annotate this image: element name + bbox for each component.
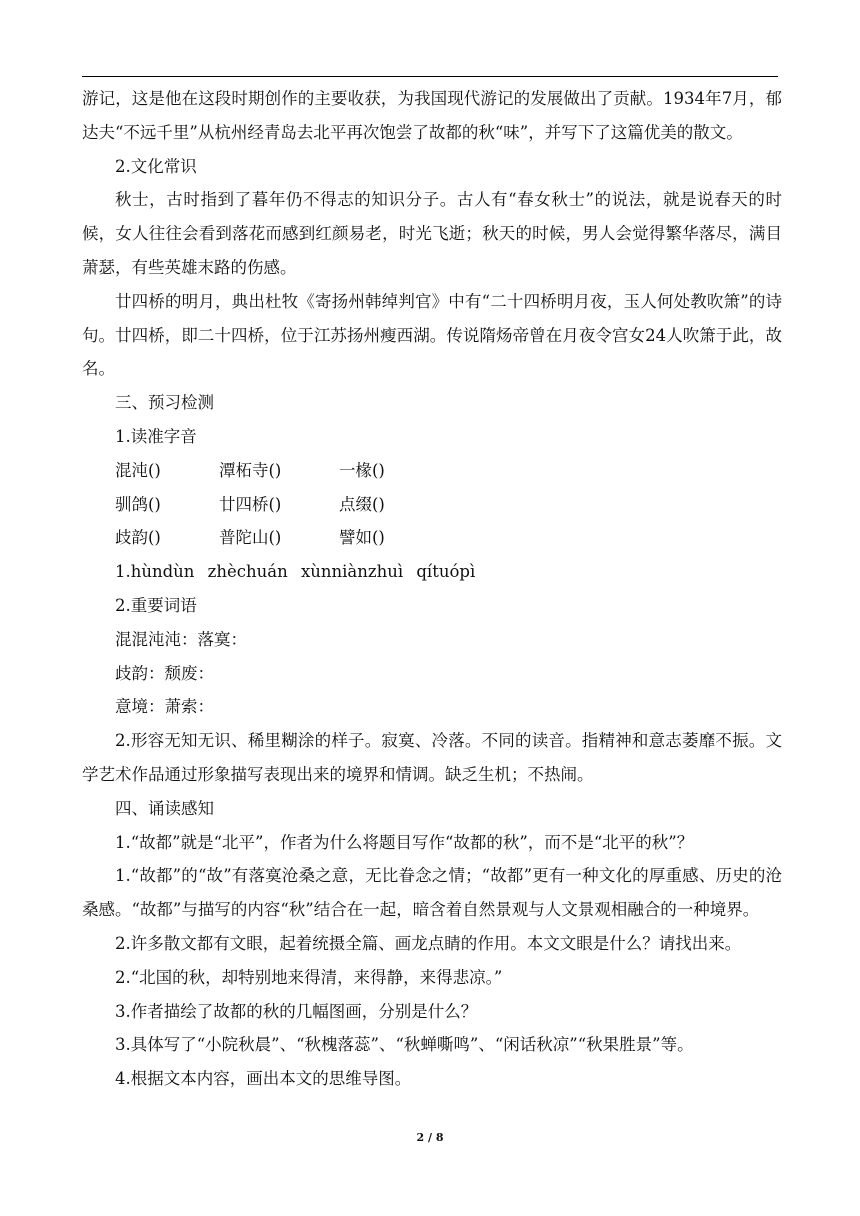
vocab-line: 意境：萧索： — [115, 697, 214, 717]
pronunciation-item: 歧韵() — [115, 528, 161, 548]
pronunciation-row — [82, 488, 782, 522]
answer-2: 2.“北国的秋，却特别地来得清，来得静，来得悲凉。” — [115, 967, 503, 987]
vocab-answer: 2.形容无知无识、稀里糊涂的样子。寂寞、冷落。不同的读音。指精神和意志萎靡不振。文学艺术作品通过形象描写表现出来的境界和情调。缺乏生机；不热闹。 — [82, 731, 782, 784]
answer-1: 1.“故都”的“故”有落寞沧桑之意，无比眷念之情；“故都”更有一种文化的厚重感、历史的沧桑感。“故都”与描写的内容“秋”结合在一起，暗含着自然景观与人文景观相融合的一种境界。 — [82, 866, 782, 920]
question-1: 1.“故都”就是“北平”，作者为什么将题目写作“故都的秋”，而不是“北平的秋”？ — [115, 832, 694, 852]
pronunciation-item: 普陀山() — [219, 528, 282, 548]
intro-paragraph: 游记，这是他在这段时期创作的主要收获，为我国现代游记的发展做出了贡献。1934年7月，郁达夫“不远千里”从杭州经青岛去北平再次饱尝了故都的秋“味”，并写下了这篇优美的散文。 — [82, 89, 782, 142]
vocab-heading: 2.重要词语 — [115, 595, 197, 615]
document-body — [82, 82, 782, 1096]
ershisi-qiao-paragraph: 廿四桥的明月，典出杜牧《寄扬州韩绰判官》中有“二十四桥明月夜，玉人何处教吹箫”的诗句。廿四桥，即二十四桥，位于江苏扬州瘦西湖。传说隋炀帝曾在月夜令宫女24人吹箫于此，故名。 — [82, 291, 782, 379]
pinyin-answer: 1.hùndùn zhèchuán xùnniànzhuì qítuópì — [115, 562, 476, 582]
read-pronunciation-heading: 1.读准字音 — [115, 426, 197, 446]
section4-heading: 四、诵读感知 — [115, 798, 214, 818]
question-4: 4.根据文本内容，画出本文的思维导图。 — [115, 1069, 412, 1089]
pronunciation-row — [82, 454, 782, 488]
question-2: 2.许多散文都有文眼，起着统摄全篇、画龙点睛的作用。本文文眼是什么？请找出来。 — [115, 933, 742, 953]
page-number: 2 / 8 — [416, 1131, 444, 1144]
header-rule — [82, 76, 778, 77]
vocab-line: 歧韵：颓废： — [115, 663, 214, 683]
question-3: 3.作者描绘了故都的秋的几幅图画，分别是什么？ — [115, 1001, 478, 1021]
pronunciation-item: 驯鸽() — [115, 494, 161, 514]
vocab-line: 混混沌沌：落寞： — [115, 629, 247, 649]
qiushi-paragraph: 秋士，古时指到了暮年仍不得志的知识分子。古人有“春女秋士”的说法，就是说春天的时候，女人往往会看到落花而感到红颜易老，时光飞逝；秋天的时候，男人会觉得繁华落尽，满目萧瑟，有些英雄末路的伤感。 — [82, 190, 782, 277]
pronunciation-item: 譬如() — [339, 528, 385, 548]
pronunciation-item: 点缀() — [339, 494, 385, 514]
pronunciation-item: 混沌() — [115, 460, 161, 480]
pronunciation-item: 一椽() — [339, 460, 385, 480]
section3-heading: 三、预习检测 — [115, 393, 214, 413]
pronunciation-item: 廿四桥() — [219, 494, 282, 514]
pronunciation-item: 潭柘寺() — [219, 460, 282, 480]
culture-heading: 2.文化常识 — [115, 156, 197, 176]
answer-3: 3.具体写了“小院秋晨”、“秋槐落蕊”、“秋蝉嘶鸣”、“闲话秋凉”“秋果胜景”等。 — [115, 1035, 694, 1055]
pronunciation-row — [82, 521, 782, 555]
